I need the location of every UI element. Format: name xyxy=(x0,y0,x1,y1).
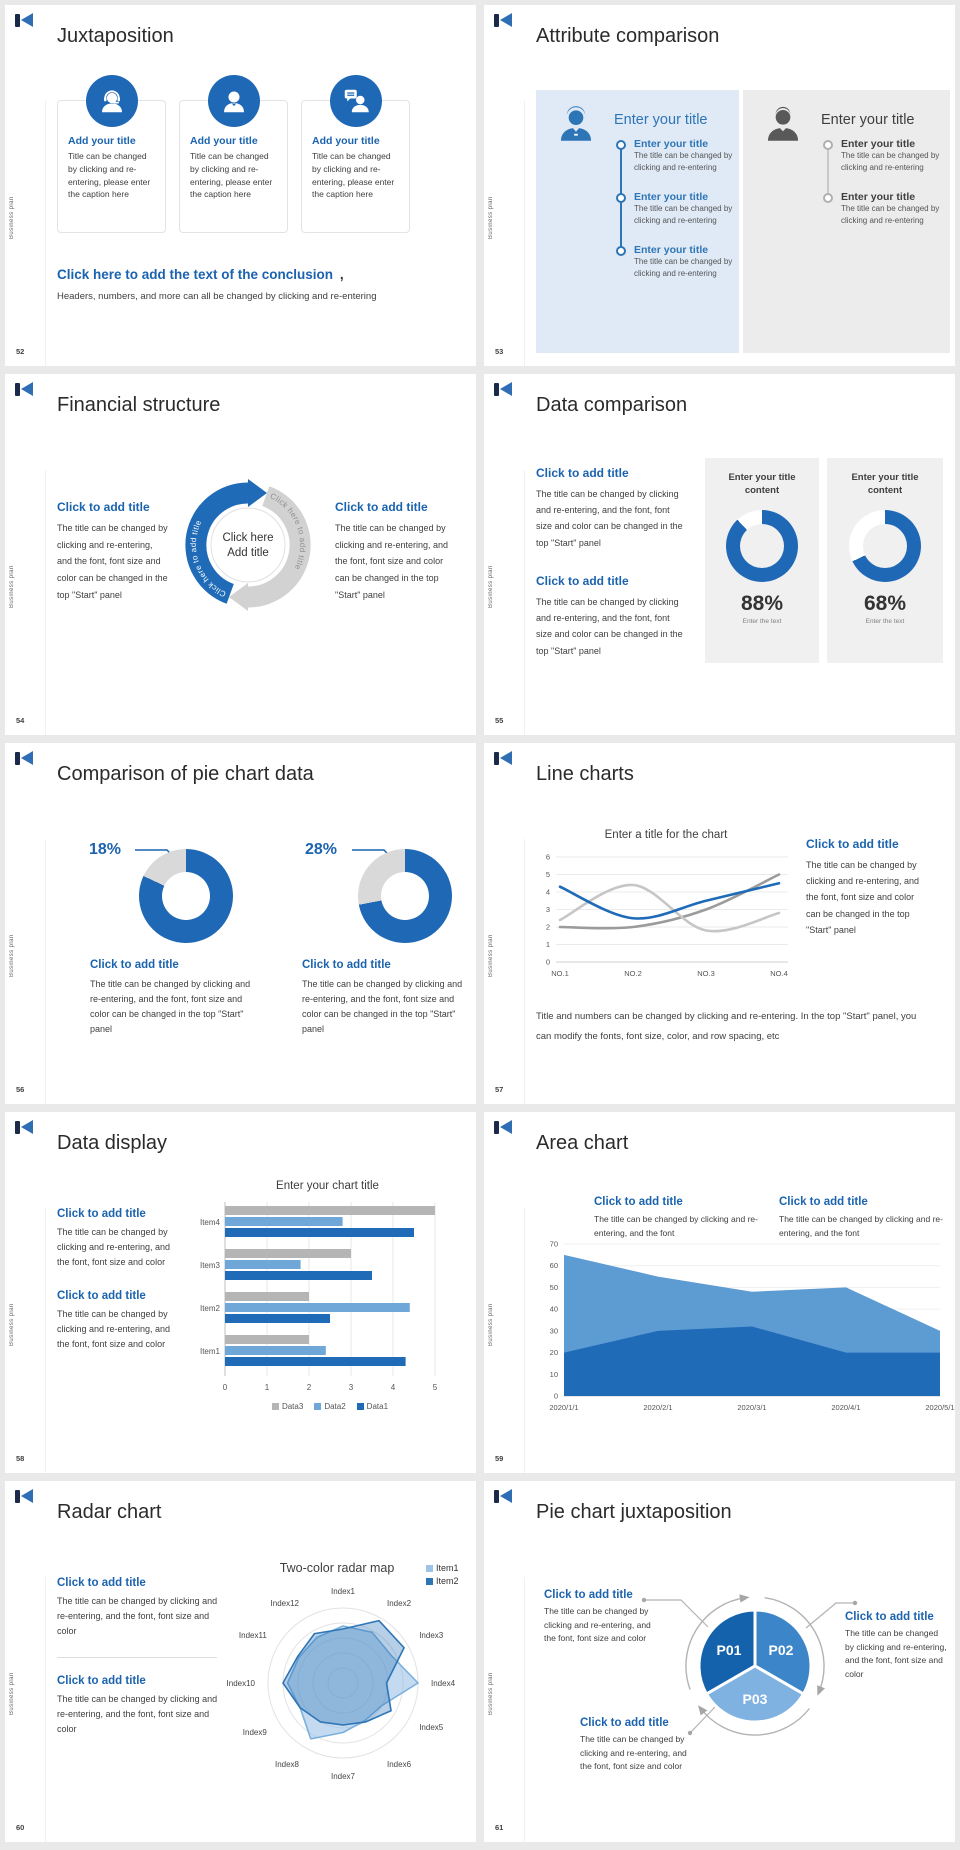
legend-swatch xyxy=(314,1403,321,1410)
comparison-panel-left xyxy=(536,90,739,353)
sidebar-vertical-label: Business plan xyxy=(9,1303,15,1346)
legend-swatch xyxy=(357,1403,364,1410)
page-number: 57 xyxy=(495,1085,504,1094)
slide-61-pie-juxtaposition[interactable] xyxy=(484,1481,955,1842)
svg-text:NO.3: NO.3 xyxy=(697,969,715,978)
svg-text:Index1: Index1 xyxy=(330,1587,356,1596)
svg-text:1: 1 xyxy=(545,940,550,949)
timeline-node-icon xyxy=(616,140,626,150)
divider xyxy=(45,101,46,366)
timeline-item-body: The title can be changed by clicking and re-entering xyxy=(841,204,940,225)
businesswoman-icon xyxy=(554,103,598,147)
text-block xyxy=(90,959,252,1036)
timeline-item xyxy=(616,244,746,280)
card-title: Add your title xyxy=(312,135,380,147)
block-body: The title can be changed by clicking and re-entering, and the font, font size and color can be changed in the top "Start" panel xyxy=(806,860,920,935)
svg-text:30: 30 xyxy=(549,1326,558,1336)
svg-text:0: 0 xyxy=(545,957,550,967)
timeline-item xyxy=(616,138,746,174)
divider xyxy=(524,101,525,366)
donut-chart-18 xyxy=(139,849,233,943)
callout-heading: Click to add title xyxy=(544,1589,633,1601)
app-logo-icon xyxy=(494,13,514,28)
timeline-item-body: The title can be changed by clicking and re-entering xyxy=(634,151,733,172)
slide-title: Data comparison xyxy=(536,394,688,416)
sidebar-vertical-label: Business plan xyxy=(488,1303,494,1346)
page-number: 56 xyxy=(16,1085,25,1094)
svg-text:Index11: Index11 xyxy=(238,1631,267,1640)
donut-perc​ent-label: 28% xyxy=(305,841,338,858)
timeline-node-icon xyxy=(616,246,626,256)
divider xyxy=(45,1208,46,1473)
block-heading: Click to add title xyxy=(57,1675,146,1687)
svg-text:2020/1/1: 2020/1/1 xyxy=(549,1403,579,1412)
text-block xyxy=(302,959,464,1036)
svg-text:5: 5 xyxy=(545,870,550,879)
app-logo-icon xyxy=(15,751,35,766)
app-logo-icon xyxy=(15,1120,35,1135)
timeline-item-title: Enter your title xyxy=(634,244,709,256)
timeline-node-icon xyxy=(616,193,626,203)
slide-title: Comparison of pie chart data xyxy=(57,763,314,785)
cycle-diagram xyxy=(173,470,323,620)
slide-57-line-charts[interactable] xyxy=(484,743,955,1104)
text-block-left xyxy=(57,500,169,603)
timeline-node-icon xyxy=(823,193,833,203)
svg-text:Index7: Index7 xyxy=(330,1772,356,1781)
cycle-arc-label-right: Click here to add title xyxy=(268,491,308,572)
sidebar-vertical-label: Business plan xyxy=(488,934,494,977)
svg-text:Item1: Item1 xyxy=(199,1347,220,1356)
block-heading: Click to add title xyxy=(302,959,391,971)
timeline-item-title: Enter your title xyxy=(841,191,916,203)
timeline-item xyxy=(823,138,953,174)
block-heading: Click to add title xyxy=(335,500,428,514)
card-body: Title can be changed by clicking and re-entering, please enter the caption here xyxy=(312,151,395,200)
slide-55-data-comparison[interactable] xyxy=(484,374,955,735)
slide-title: Radar chart xyxy=(57,1501,162,1523)
app-logo-icon xyxy=(15,382,35,397)
svg-text:Item2: Item2 xyxy=(199,1304,220,1313)
slide-title: Line charts xyxy=(536,763,634,785)
svg-text:2020/2/1: 2020/2/1 xyxy=(643,1403,673,1412)
legend-label: Item2 xyxy=(436,1576,459,1586)
svg-text:40: 40 xyxy=(549,1304,558,1314)
svg-text:1: 1 xyxy=(264,1383,270,1392)
block-heading: Click to add title xyxy=(536,466,629,480)
block-body: The title can be changed by clicking and re-entering, and the font, font size and color can be changed in the top "Start" panel xyxy=(90,979,251,1034)
callout-block xyxy=(845,1611,949,1681)
block-heading: Click to add title xyxy=(90,959,179,971)
svg-text:50: 50 xyxy=(549,1282,558,1292)
conclusion-comma: , xyxy=(339,267,344,282)
page-number: 55 xyxy=(495,716,504,725)
conclusion-title: Click here to add the text of the conclusion , xyxy=(57,267,344,282)
stat-card xyxy=(705,458,819,663)
chart-legend xyxy=(195,1402,465,1411)
stat-card xyxy=(827,458,943,663)
stat-card-heading: Enter your title content xyxy=(851,472,919,496)
text-block xyxy=(57,1208,185,1270)
donut-chart-68 xyxy=(849,510,921,582)
callout-block xyxy=(580,1717,692,1774)
sidebar-vertical-label: Business plan xyxy=(488,1672,494,1715)
app-logo-icon xyxy=(494,1120,514,1135)
slide-53-attribute-comparison[interactable] xyxy=(484,5,955,366)
slide-title: Attribute comparison xyxy=(536,25,720,47)
legend-label: Data3 xyxy=(281,1402,304,1411)
svg-text:20: 20 xyxy=(549,1348,558,1358)
slide-title: Juxtaposition xyxy=(57,25,174,47)
slide-60-radar-chart[interactable] xyxy=(5,1481,476,1842)
page-number: 53 xyxy=(495,347,504,356)
sidebar-vertical-label: Business plan xyxy=(9,1672,15,1715)
svg-text:0: 0 xyxy=(222,1383,228,1392)
block-body: The title can be changed by clicking and re-entering, and the font, font size and color can be changed in the top "Start" panel xyxy=(335,523,449,600)
text-block xyxy=(57,1290,185,1352)
percent-value: 68% xyxy=(863,591,907,615)
stat-card-heading: Enter your title content xyxy=(728,472,796,496)
block-heading: Click to add title xyxy=(57,500,150,514)
page-number: 60 xyxy=(16,1823,25,1832)
donut-percent-label: 18% xyxy=(89,841,122,858)
svg-text:6: 6 xyxy=(545,852,550,862)
card-title: Add your title xyxy=(190,135,258,147)
divider xyxy=(524,1208,525,1473)
block-heading: Click to add title xyxy=(536,574,629,588)
text-block xyxy=(806,837,930,938)
slide-56-pie-comparison[interactable] xyxy=(5,743,476,1104)
legend-label: Data1 xyxy=(366,1402,389,1411)
timeline-node-icon xyxy=(823,140,833,150)
svg-text:NO.1: NO.1 xyxy=(551,969,569,978)
svg-text:Index3: Index3 xyxy=(419,1631,444,1640)
info-card xyxy=(301,100,410,233)
svg-text:2020/4/1: 2020/4/1 xyxy=(831,1403,861,1412)
svg-text:Index12: Index12 xyxy=(270,1598,299,1608)
block-heading: Click to add title xyxy=(57,1577,146,1589)
svg-text:Item4: Item4 xyxy=(199,1218,220,1227)
svg-text:2: 2 xyxy=(545,922,550,932)
person-icon xyxy=(208,75,260,127)
svg-text:70: 70 xyxy=(549,1239,558,1249)
footer-note: Title and numbers can be changed by clicking and re-entering. In the top "Start" panel, you can modify the fonts, font size, color, and row spacing, etc xyxy=(536,1011,917,1042)
cycle-center-line1: Click here xyxy=(222,532,274,544)
divider xyxy=(45,839,46,1104)
percent-caption: Enter the text xyxy=(742,617,782,625)
panel-heading: Enter your title xyxy=(821,112,915,128)
page-number: 59 xyxy=(495,1454,504,1463)
timeline-item-body: The title can be changed by clicking and re-entering xyxy=(634,257,733,278)
svg-text:2020/5/1: 2020/5/1 xyxy=(925,1403,955,1412)
callout-heading: Click to add title xyxy=(580,1717,669,1729)
timeline-item-body: The title can be changed by clicking and re-entering xyxy=(634,204,733,225)
svg-text:Item3: Item3 xyxy=(199,1261,220,1270)
legend-swatch xyxy=(426,1565,433,1572)
sidebar-vertical-label: Business plan xyxy=(9,196,15,239)
slide-title: Financial structure xyxy=(57,394,221,416)
svg-text:Index2: Index2 xyxy=(387,1598,412,1608)
svg-text:3: 3 xyxy=(545,905,550,914)
percent-caption: Enter the text xyxy=(865,617,905,625)
svg-text:2020/3/1: 2020/3/1 xyxy=(737,1403,767,1412)
timeline-item-title: Enter your title xyxy=(634,191,709,203)
conclusion-body: Headers, numbers, and more can all be changed by clicking and re-entering xyxy=(57,291,377,302)
sidebar-vertical-label: Business plan xyxy=(488,196,494,239)
divider xyxy=(524,839,525,1104)
slide-title: Area chart xyxy=(536,1132,629,1154)
card-row xyxy=(57,100,410,233)
app-logo-icon xyxy=(494,382,514,397)
slide-title: Data display xyxy=(57,1132,168,1154)
svg-text:Index8: Index8 xyxy=(274,1760,299,1770)
svg-text:Index6: Index6 xyxy=(387,1760,412,1770)
cycle-arc-label-left: Click here to add title xyxy=(188,518,228,599)
svg-text:P03: P03 xyxy=(742,1691,768,1707)
divider xyxy=(45,1577,46,1842)
sidebar-vertical-label: Business plan xyxy=(9,565,15,608)
legend-label: Item1 xyxy=(436,1563,459,1573)
line-chart xyxy=(536,849,796,984)
person-chat-icon xyxy=(330,75,382,127)
svg-text:P01: P01 xyxy=(716,1642,742,1658)
svg-text:3: 3 xyxy=(348,1383,354,1392)
bar-chart xyxy=(195,1196,467,1396)
block-body: The title can be changed by clicking and re-entering, and the font, font size and color can be changed in the top "Start" panel xyxy=(57,523,168,600)
callout-heading: Click to add title xyxy=(845,1611,934,1623)
pie-chart xyxy=(680,1591,830,1741)
app-logo-icon xyxy=(494,751,514,766)
text-block-right xyxy=(335,500,457,603)
block-body: The title can be changed by clicking and re-entering, and the font, font size and color can be changed in the top "Start" panel xyxy=(536,597,683,656)
svg-text:10: 10 xyxy=(549,1369,558,1379)
page-number: 61 xyxy=(495,1823,504,1832)
app-logo-icon xyxy=(15,1489,35,1504)
slide-54-financial-structure[interactable] xyxy=(5,374,476,735)
card-body: Title can be changed by clicking and re-entering, please enter the caption here xyxy=(68,151,151,200)
svg-text:4: 4 xyxy=(545,887,550,897)
block-heading: Click to add title xyxy=(779,1196,868,1208)
callout-body: The title can be changed by clicking and re-entering, and the font, font size and color xyxy=(845,1628,947,1679)
info-card xyxy=(179,100,288,233)
app-logo-icon xyxy=(494,1489,514,1504)
comparison-panel-right xyxy=(743,90,950,353)
block-body: The title can be changed by clicking and re-entering, and the font xyxy=(779,1214,943,1239)
block-body: The title can be changed by clicking and re-entering, and the font, font size and color can be changed in the top "Start" panel xyxy=(302,979,463,1034)
block-heading: Click to add title xyxy=(594,1196,683,1208)
businessman-icon xyxy=(761,103,805,147)
svg-text:P02: P02 xyxy=(768,1642,794,1658)
timeline-item-body: The title can be changed by clicking and re-entering xyxy=(841,151,940,172)
timeline-item-title: Enter your title xyxy=(634,138,709,150)
svg-text:Index5: Index5 xyxy=(419,1723,444,1732)
slide-58-data-display[interactable] xyxy=(5,1112,476,1473)
text-block xyxy=(536,574,688,659)
block-body: The title can be changed by clicking and re-entering, and the font, font size and color xyxy=(57,1309,171,1349)
svg-text:Index10: Index10 xyxy=(226,1679,255,1688)
block-body: The title can be changed by clicking and re-entering, and the font, font size and color xyxy=(57,1596,218,1636)
divider xyxy=(524,470,525,735)
legend-label: Data2 xyxy=(324,1402,346,1411)
divider-line xyxy=(57,1657,217,1658)
donut-chart-88 xyxy=(726,510,798,582)
sidebar-vertical-label: Business plan xyxy=(488,565,494,608)
block-body: The title can be changed by clicking and re-entering, and the font, font size and color can be changed in the top "Start" panel xyxy=(536,489,683,548)
svg-text:60: 60 xyxy=(549,1261,558,1271)
callout-block xyxy=(544,1589,656,1646)
donut-chart-28 xyxy=(358,849,452,943)
card-body: Title can be changed by clicking and re-entering, please enter the caption here xyxy=(190,151,273,200)
chart-title: Enter your chart title xyxy=(276,1180,379,1192)
text-block xyxy=(536,466,688,551)
percent-value: 88% xyxy=(740,591,784,615)
text-block xyxy=(57,1577,219,1639)
svg-text:5: 5 xyxy=(432,1383,438,1392)
panel-heading: Enter your title xyxy=(614,112,708,128)
timeline-item xyxy=(823,191,953,227)
page-number: 52 xyxy=(16,347,25,356)
block-body: The title can be changed by clicking and re-entering, and the font, font size and color xyxy=(57,1227,171,1267)
legend-swatch xyxy=(272,1403,279,1410)
app-logo-icon xyxy=(15,13,35,28)
cycle-center-line2: Add title xyxy=(227,547,269,559)
slide-59-area-chart[interactable] xyxy=(484,1112,955,1473)
text-block xyxy=(57,1675,219,1737)
callout-body: The title can be changed by clicking and re-entering, and the font, font size and color xyxy=(544,1606,651,1644)
area-chart xyxy=(536,1234,955,1422)
timeline-item-title: Enter your title xyxy=(841,138,916,150)
card-title: Add your title xyxy=(68,135,136,147)
support-agent-icon xyxy=(86,75,138,127)
divider xyxy=(45,470,46,735)
timeline-item xyxy=(616,191,746,227)
page-number: 54 xyxy=(16,716,25,725)
radar-chart xyxy=(226,1581,456,1786)
callout-body: The title can be changed by clicking and re-entering, and the font, font size and color xyxy=(580,1734,687,1772)
slide-52-juxtaposition[interactable] xyxy=(5,5,476,366)
page-number: 58 xyxy=(16,1454,25,1463)
block-heading: Click to add title xyxy=(57,1290,146,1302)
svg-text:4: 4 xyxy=(390,1383,396,1392)
svg-text:NO.4: NO.4 xyxy=(770,969,788,978)
svg-text:NO.2: NO.2 xyxy=(624,969,642,978)
svg-text:2: 2 xyxy=(306,1383,312,1392)
slide-title: Pie chart juxtaposition xyxy=(536,1501,732,1523)
chart-title: Two-color radar map xyxy=(279,1561,395,1575)
divider xyxy=(524,1577,525,1842)
info-card xyxy=(57,100,166,233)
chart-title: Enter a title for the chart xyxy=(604,829,728,841)
sidebar-vertical-label: Business plan xyxy=(9,934,15,977)
block-body: The title can be changed by clicking and re-entering, and the font xyxy=(594,1214,758,1239)
block-heading: Click to add title xyxy=(57,1208,146,1220)
block-heading: Click to add title xyxy=(806,837,899,851)
svg-text:Index9: Index9 xyxy=(242,1728,267,1737)
svg-text:0: 0 xyxy=(553,1391,558,1401)
svg-text:Index4: Index4 xyxy=(431,1679,456,1688)
block-body: The title can be changed by clicking and re-entering, and the font, font size and color xyxy=(57,1694,218,1734)
